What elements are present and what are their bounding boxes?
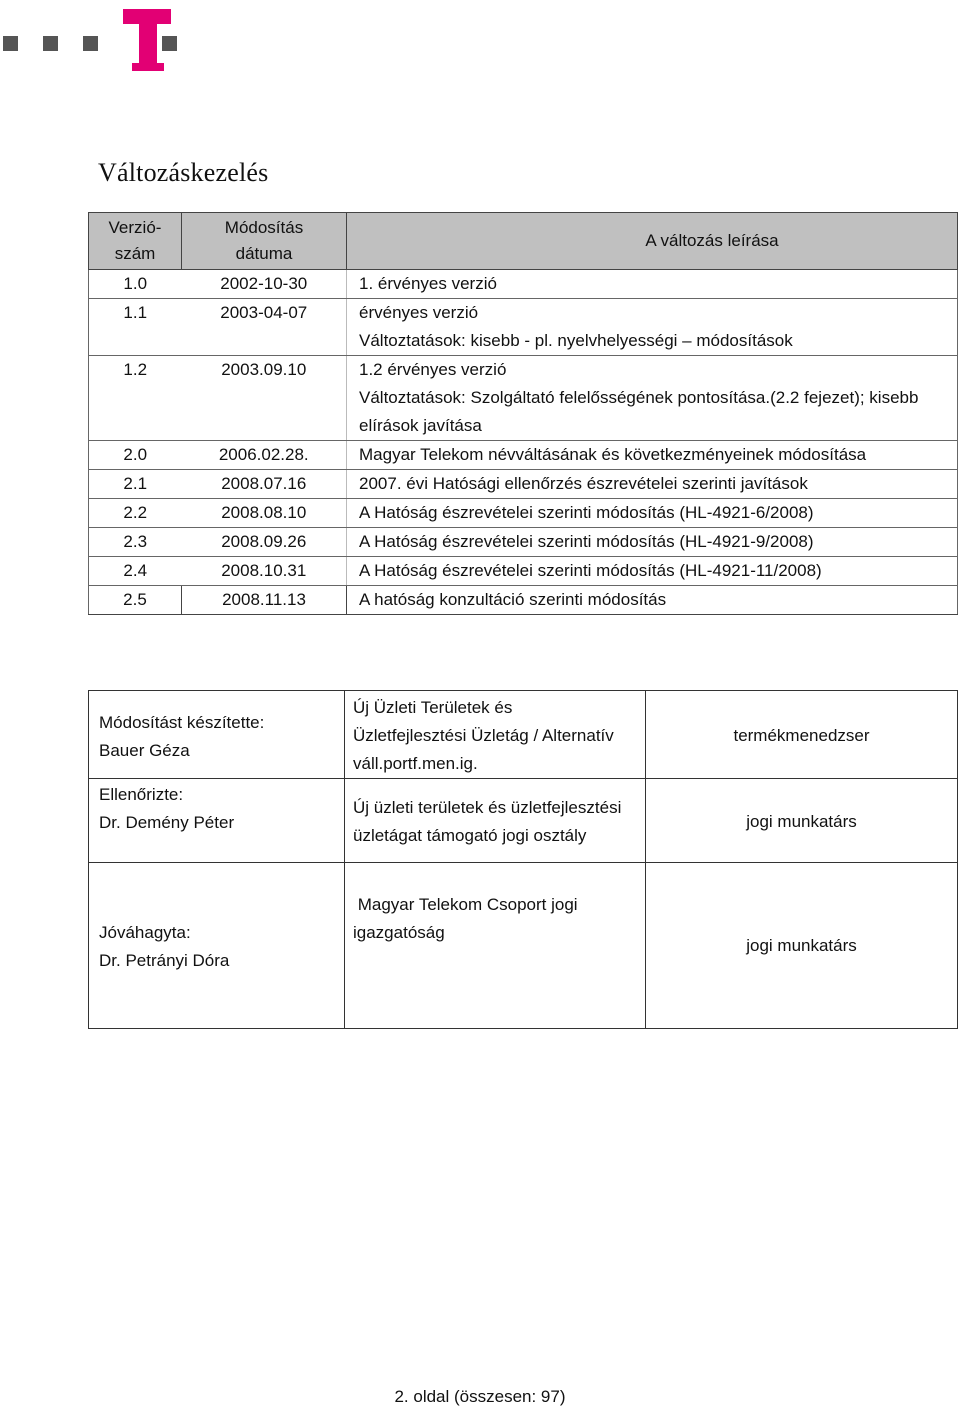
header-description [347, 213, 958, 270]
approved-unit-line: igazgatóság [353, 923, 445, 942]
cell-description [347, 270, 958, 299]
header-date [182, 213, 347, 270]
description-line: Változtatások: kisebb - pl. nyelvhelyességi – módosítások [359, 331, 793, 350]
table-row [89, 499, 958, 528]
cell-date: 2003.09.10 [182, 356, 347, 441]
prepared-label: Módosítást készítette: [99, 713, 265, 732]
logo-dot [83, 36, 98, 51]
approved-label: Jóváhagyta: [99, 923, 191, 942]
logo-t-foot [132, 63, 164, 71]
table-row [89, 270, 958, 299]
prepared-unit-cell [345, 691, 646, 779]
logo-t-stem [139, 9, 157, 71]
prepared-role: termékmenedzser [733, 726, 870, 745]
cell-version: 1.1 [89, 299, 182, 356]
checked-role: jogi munkatárs [746, 812, 857, 831]
telekom-t-logo-icon [0, 0, 180, 80]
description-line: Magyar Telekom névváltásának és következményeinek módosítása [359, 445, 867, 464]
header-version-line: szám [114, 244, 156, 263]
approval-row-approved [89, 863, 958, 1029]
checked-unit-cell [345, 779, 646, 863]
header-description-text: A változás leírása [645, 231, 779, 250]
table-row [89, 441, 958, 470]
approved-unit-line: Magyar Telekom Csoport jogi [353, 895, 578, 914]
logo-dot [43, 36, 58, 51]
description-line: A Hatóság észrevételei szerinti módosítás (HL-4921-6/2008) [359, 503, 814, 522]
cell-date: 2003-04-07 [182, 299, 347, 356]
logo-dot [162, 36, 177, 51]
table-row [89, 586, 958, 615]
table-row [89, 299, 958, 356]
checked-by-cell [89, 779, 345, 863]
prepared-unit-line: váll.portf.men.ig. [353, 754, 478, 773]
cell-version: 1.0 [89, 270, 182, 299]
checked-role-cell [646, 779, 958, 863]
approved-by-cell [89, 863, 345, 1029]
approved-unit-cell [345, 863, 646, 1029]
cell-date: 2008.08.10 [182, 499, 347, 528]
prepared-role-cell [646, 691, 958, 779]
page-title: Változáskezelés [98, 158, 269, 187]
change-table-header [89, 213, 958, 270]
prepared-name: Bauer Géza [99, 741, 190, 760]
table-row [89, 356, 958, 441]
description-line: A hatóság konzultáció szerinti módosítás [359, 590, 667, 609]
change-history-table [88, 212, 958, 615]
cell-description [347, 499, 958, 528]
description-line: elírások javítása [359, 416, 482, 435]
cell-description [347, 299, 958, 356]
checked-name: Dr. Demény Péter [99, 813, 235, 832]
description-line: Változtatások: Szolgáltató felelősségének pontosítása.(2.2 fejezet); kisebb [359, 388, 919, 407]
cell-version: 2.1 [89, 470, 182, 499]
cell-date: 2008.10.31 [182, 557, 347, 586]
cell-date: 2006.02.28. [182, 441, 347, 470]
checked-unit-line: üzletágat támogató jogi osztály [353, 826, 587, 845]
description-line: 1. érvényes verzió [359, 274, 497, 293]
cell-date: 2008.07.16 [182, 470, 347, 499]
description-line: 2007. évi Hatósági ellenőrzés észrevételei szerinti javítások [359, 474, 808, 493]
approval-row-checked [89, 779, 958, 863]
cell-description [347, 356, 958, 441]
cell-description [347, 470, 958, 499]
approved-role: jogi munkatárs [746, 936, 857, 955]
description-line: érvényes verzió [359, 303, 479, 322]
checked-unit-line: Új üzleti területek és üzletfejlesztési [353, 798, 622, 817]
cell-description [347, 528, 958, 557]
cell-version: 2.2 [89, 499, 182, 528]
header-version [89, 213, 182, 270]
description-line: 1.2 érvényes verzió [359, 360, 507, 379]
checked-label: Ellenőrizte: [99, 785, 184, 804]
page-footer: 2. oldal (összesen: 97) [394, 1387, 566, 1406]
cell-date: 2008.09.26 [182, 528, 347, 557]
cell-date: 2008.11.13 [182, 586, 347, 615]
approved-role-cell [646, 863, 958, 1029]
cell-version: 2.4 [89, 557, 182, 586]
cell-version: 1.2 [89, 356, 182, 441]
header-date-line: Módosítás [224, 218, 304, 237]
cell-version: 2.5 [89, 586, 182, 615]
approval-row-prepared [89, 691, 958, 779]
approved-name: Dr. Petrányi Dóra [99, 951, 230, 970]
cell-description [347, 441, 958, 470]
prepared-unit-line: Új Üzleti Területek és [353, 698, 513, 717]
logo-dot [3, 36, 18, 51]
description-line: A Hatóság észrevételei szerinti módosítás (HL-4921-11/2008) [359, 561, 822, 580]
approvals-table [88, 690, 958, 1029]
cell-date: 2002-10-30 [182, 270, 347, 299]
header-version-line: Verzió- [108, 218, 162, 237]
table-row [89, 528, 958, 557]
prepared-by-cell [89, 691, 345, 779]
cell-description [347, 557, 958, 586]
description-line: A Hatóság észrevételei szerinti módosítás (HL-4921-9/2008) [359, 532, 814, 551]
cell-description [347, 586, 958, 615]
header-date-line: dátuma [235, 244, 293, 263]
table-row [89, 470, 958, 499]
prepared-unit-line: Üzletfejlesztési Üzletág / Alternatív [353, 726, 614, 745]
cell-version: 2.0 [89, 441, 182, 470]
table-row [89, 557, 958, 586]
cell-version: 2.3 [89, 528, 182, 557]
